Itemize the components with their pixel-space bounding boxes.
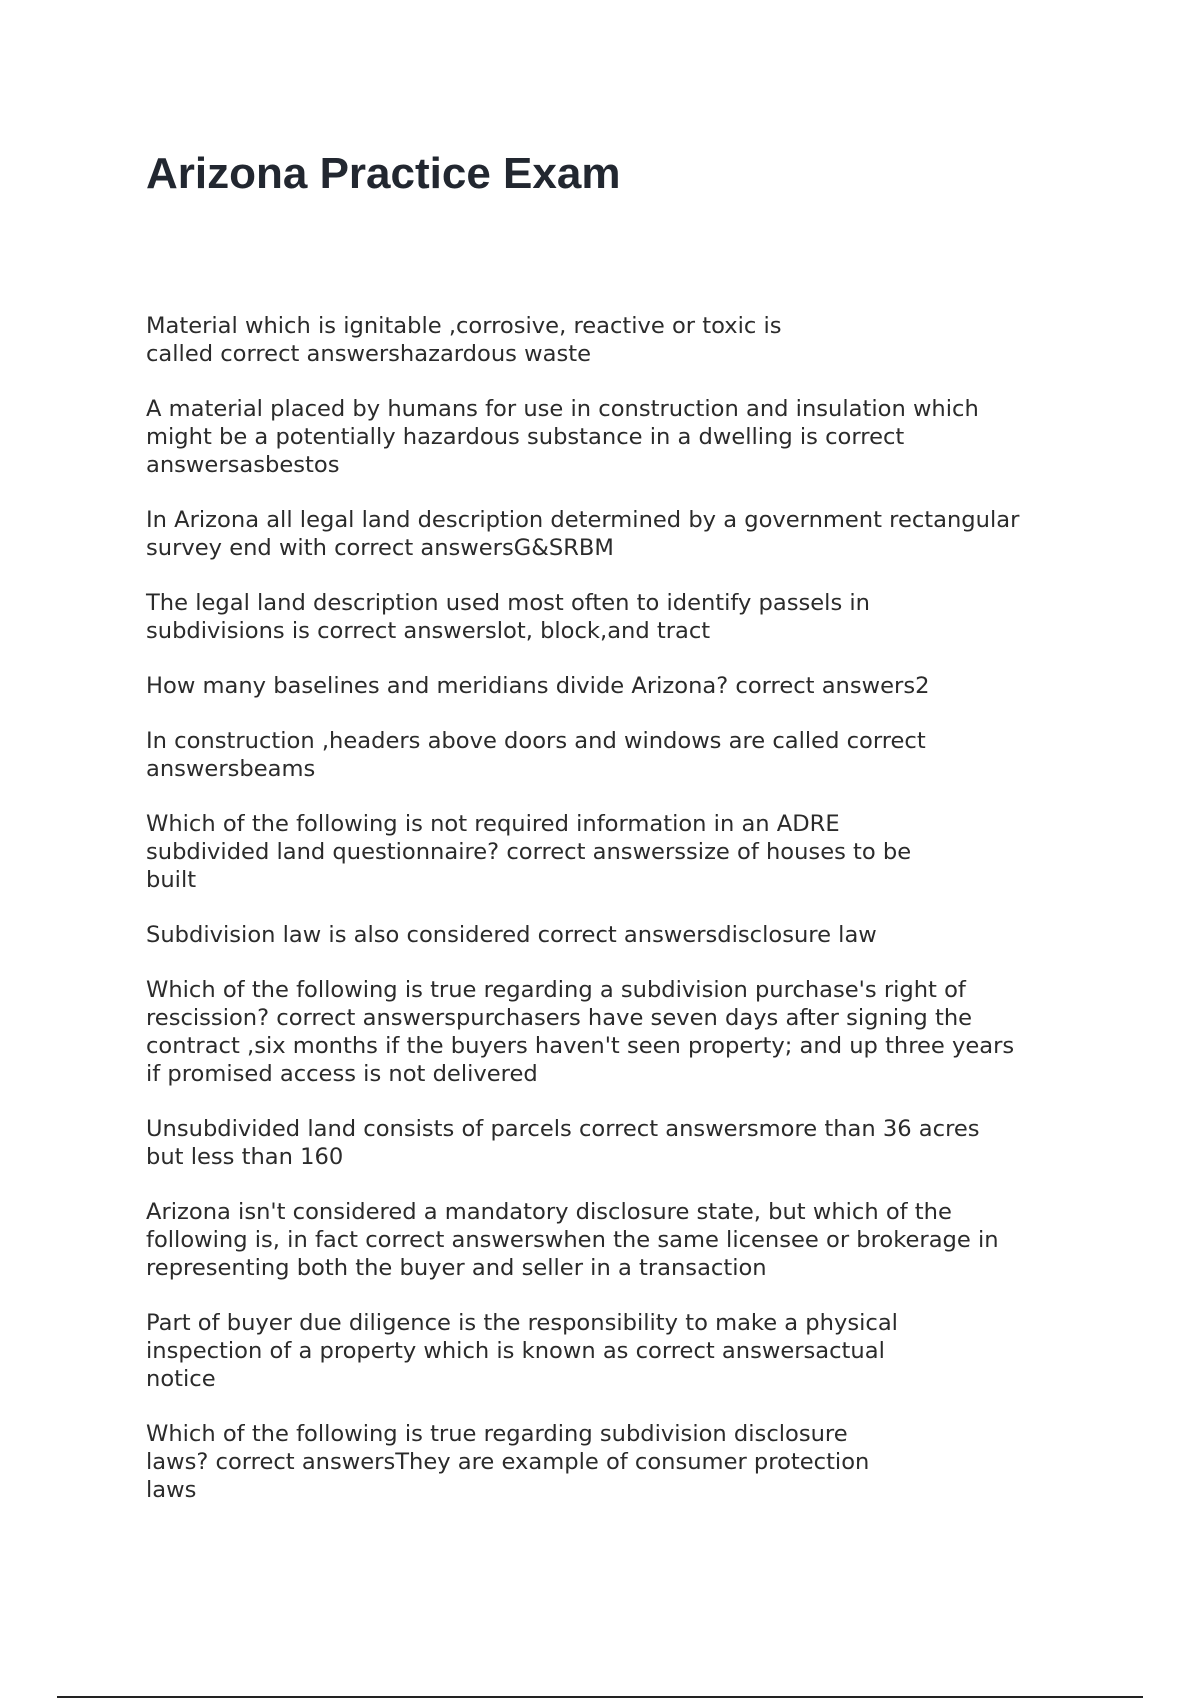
question-answer-item	[146, 1198, 1086, 1282]
question-answer-text-line: representing both the buyer and seller in a transaction	[146, 1255, 767, 1281]
question-answer-text-line: following is, in fact correct answerswhen the same licensee or brokerage in	[146, 1227, 999, 1253]
footer-divider	[57, 1696, 1143, 1698]
question-answer-item	[146, 1420, 1086, 1504]
question-answer-text-line: Subdivision law is also considered correct answersdisclosure law	[146, 922, 877, 948]
question-answer-text-line: notice	[146, 1366, 216, 1392]
question-answer-text-line: answersasbestos	[146, 452, 340, 478]
question-answer-text-line: rescission? correct answerspurchasers have seven days after signing the	[146, 1005, 973, 1031]
question-answer-item	[146, 589, 1086, 645]
question-answer-item	[146, 810, 1086, 894]
question-answer-text-line: Which of the following is not required information in an ADRE	[146, 811, 840, 837]
question-answer-text-line: called correct answershazardous waste	[146, 341, 591, 367]
question-answer-item	[146, 312, 1086, 368]
question-answer-item	[146, 921, 1086, 949]
question-answer-item	[146, 976, 1086, 1088]
question-answer-text-line: Unsubdivided land consists of parcels correct answersmore than 36 acres	[146, 1116, 980, 1142]
question-answer-text-line: contract ,six months if the buyers haven't seen property; and up three years	[146, 1033, 1015, 1059]
question-answer-item	[146, 1309, 1086, 1393]
question-answer-text-line: answersbeams	[146, 756, 316, 782]
question-answer-text-line: laws	[146, 1477, 197, 1503]
question-answer-text-line: A material placed by humans for use in construction and insulation which	[146, 396, 979, 422]
question-answer-item	[146, 506, 1086, 562]
question-answer-text-line: Arizona isn't considered a mandatory disclosure state, but which of the	[146, 1199, 952, 1225]
question-answer-text-line: How many baselines and meridians divide Arizona? correct answers2	[146, 673, 930, 699]
question-answer-text-line: might be a potentially hazardous substance in a dwelling is correct	[146, 424, 905, 450]
question-answer-item	[146, 395, 1086, 479]
question-answer-text-line: subdivided land questionnaire? correct answerssize of houses to be	[146, 839, 912, 865]
question-answer-text-line: Which of the following is true regarding a subdivision purchase's right of	[146, 977, 966, 1003]
question-answer-text-line: survey end with correct answersG&SRBM	[146, 535, 614, 561]
question-answer-text-line: Which of the following is true regarding subdivision disclosure	[146, 1421, 848, 1447]
question-answer-text-line: The legal land description used most often to identify passels in	[146, 590, 871, 616]
page-title: Arizona Practice Exam	[146, 149, 621, 198]
question-answer-text-line: built	[146, 867, 197, 893]
question-answer-text-line: but less than 160	[146, 1144, 344, 1170]
question-answer-list	[146, 312, 1086, 1531]
question-answer-item	[146, 727, 1086, 783]
question-answer-item	[146, 1115, 1086, 1171]
question-answer-text-line: subdivisions is correct answerslot, block,and tract	[146, 618, 711, 644]
question-answer-item	[146, 672, 1086, 700]
question-answer-text-line: In Arizona all legal land description determined by a government rectangular	[146, 507, 1020, 533]
question-answer-text-line: if promised access is not delivered	[146, 1061, 538, 1087]
question-answer-text-line: laws? correct answersThey are example of consumer protection	[146, 1449, 870, 1475]
question-answer-text-line: In construction ,headers above doors and windows are called correct	[146, 728, 926, 754]
question-answer-text-line: Material which is ignitable ,corrosive, reactive or toxic is	[146, 313, 782, 339]
question-answer-text-line: inspection of a property which is known as correct answersactual	[146, 1338, 885, 1364]
question-answer-text-line: Part of buyer due diligence is the responsibility to make a physical	[146, 1310, 898, 1336]
